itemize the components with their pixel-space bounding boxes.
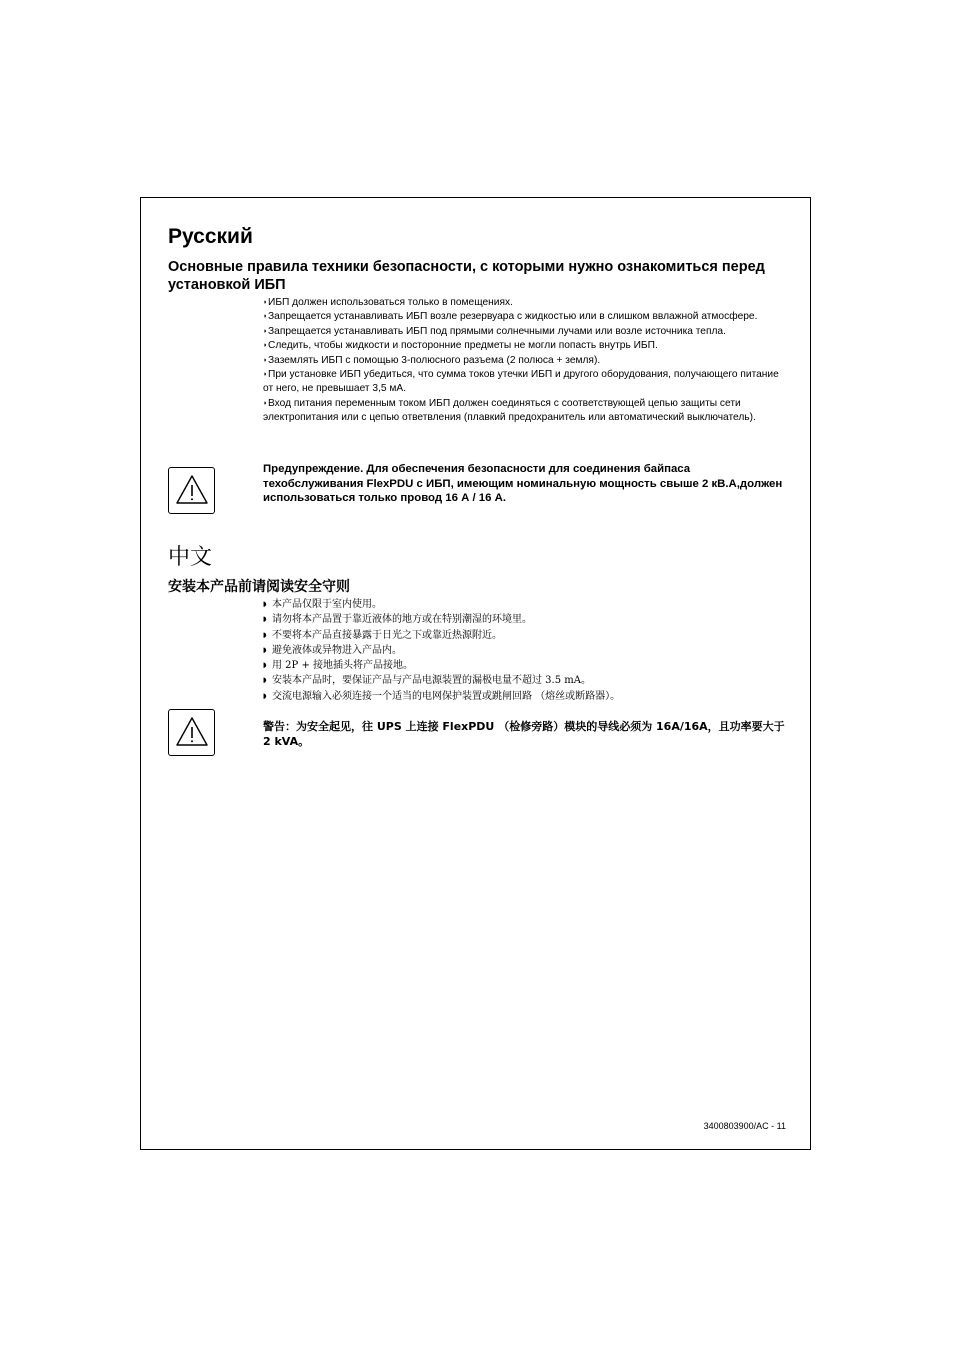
bullet-icon: ◗ xyxy=(263,615,267,624)
page-footer: 3400803900/AC - 11 xyxy=(703,1121,786,1131)
bullet-icon: ◗ xyxy=(263,399,268,407)
chinese-heading: 安装本产品前请阅读安全守则 xyxy=(168,579,350,595)
chinese-warning-text: 警告：为安全起见，往 UPS 上连接 FlexPDU （检修旁路）模块的导线必须为 16A/16A，且功率要大于 2 kVA。 xyxy=(263,720,785,748)
bullet-icon: ◗ xyxy=(263,676,267,685)
list-item: ◗Вход питания переменным током ИБП должен соединяться с соответствующей цепью защиты сети электропитания или с цепью ответвления (плавкий предохранитель или автоматический выключатель). xyxy=(263,397,756,424)
list-item: ◗Запрещается устанавливать ИБП под прямыми солнечными лучами или возле источника тепла. xyxy=(263,325,788,339)
warning-triangle-icon xyxy=(168,467,215,514)
russian-warning-text: Предупреждение. Для обеспечения безопасности для соединения байпаса техобслуживания FlexPDU с ИБП, имеющим номинальную мощность свыше 2 кВ.А,должен использоваться только провод 16 А / 16 А. xyxy=(263,463,783,505)
russian-heading: Основные правила техники безопасности, с которыми нужно ознакомиться перед установкой ИБП xyxy=(168,259,765,293)
list-item: ◗ 安装本产品时，要保证产品与产品电源装置的漏极电量不超过 3.5 mA。 xyxy=(263,675,591,687)
bullet-icon: ◗ xyxy=(263,356,268,364)
warning-triangle-icon xyxy=(168,709,215,756)
list-item: ◗ИБП должен использоваться только в помещениях. xyxy=(263,296,788,310)
bullet-icon: ◗ xyxy=(263,299,268,306)
list-item: ◗ 不要将本产品直接暴露于日光之下或靠近热源附近。 xyxy=(263,629,502,641)
bullet-icon: ◗ xyxy=(263,342,268,350)
list-item: ◗При установке ИБП убедиться, что сумма токов утечки ИБП и другого оборудования, получающего питание от него, не превышает 3,5 мА. xyxy=(263,369,779,395)
chinese-rules-list xyxy=(263,597,788,704)
list-item: ◗Заземлять ИБП с помощью 3-полюсного разъема (2 полюса + земля). xyxy=(263,354,788,368)
bullet-icon: ◗ xyxy=(263,645,267,654)
list-item: ◗Запрещается устанавливать ИБП возле резервуара с жидкостью или в слишком ввлажной атмосфере. xyxy=(263,310,788,324)
bullet-icon: ◗ xyxy=(263,327,268,335)
list-item: ◗ 交流电源输入必须连接一个适当的电网保护装置或跳闸回路 （熔丝或断路器）。 xyxy=(263,690,621,702)
bullet-icon: ◗ xyxy=(263,661,267,670)
bullet-icon: ◗ xyxy=(263,313,268,321)
list-item: ◗ 本产品仅限于室内使用。 xyxy=(263,599,382,610)
bullet-icon: ◗ xyxy=(263,691,267,700)
bullet-icon: ◗ xyxy=(263,630,267,639)
bullet-icon: ◗ xyxy=(263,600,267,608)
russian-title: Русский xyxy=(168,225,253,248)
list-item: ◗ 用 2P + 接地插头将产品接地。 xyxy=(263,660,414,672)
bullet-icon: ◗ xyxy=(263,371,268,379)
russian-rules-list xyxy=(263,296,788,426)
chinese-title: 中文 xyxy=(168,545,213,570)
list-item: ◗ 请勿将本产品置于靠近液体的地方或在特别潮湿的环境里。 xyxy=(263,614,532,626)
list-item: ◗ 避免液体或异物进入产品内。 xyxy=(263,644,402,656)
list-item: ◗Следить, чтобы жидкости и посторонние предметы не могли попасть внутрь ИБП. xyxy=(263,339,788,353)
